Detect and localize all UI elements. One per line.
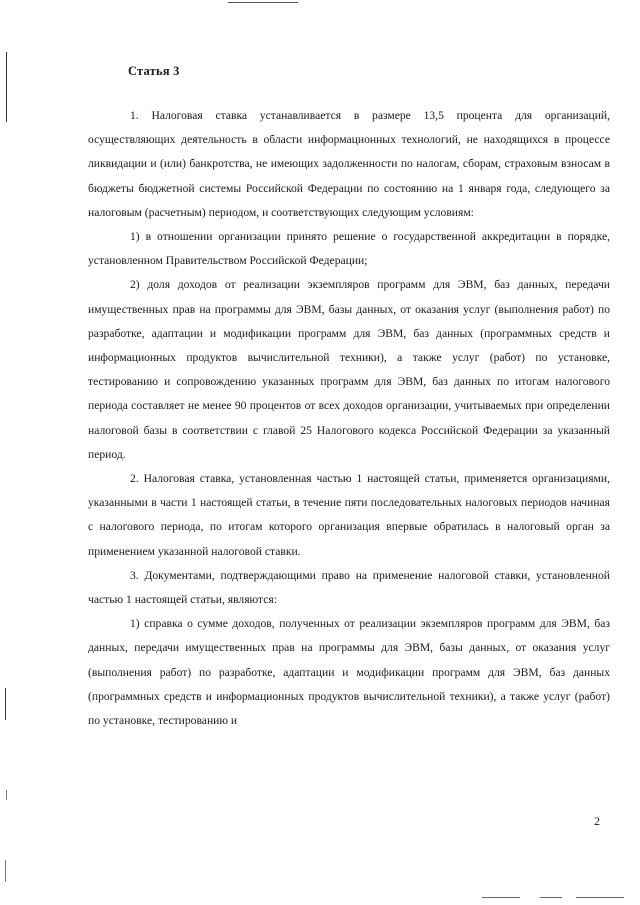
scan-artifact-line: [6, 52, 7, 122]
paragraph-3-item-1: 1) справка о сумме доходов, полученных от реализации экземпляров программ для ЭВМ, баз данных, передачи имущественных прав на программы для ЭВМ, базы данных, от оказания услуг (выполнения работ) по разработке, адаптации и модификации программ для ЭВМ, баз данных (программных средств и информационных продуктов вычислительной техники), а также услуг (работ) по установке, тестированию и: [88, 617, 610, 728]
scan-artifact-line: [5, 860, 6, 882]
paragraph-2: 2. Налоговая ставка, установленная частью 1 настоящей статьи, применяется организациями, указанными в части 1 настоящей статьи, в течение пяти последовательных налоговых периодов начиная с налогового периода, по итогам которого организация впервые обратилась в налоговый орган за применением указанной налоговой ставки.: [88, 472, 610, 558]
scan-artifact-line: [576, 897, 624, 898]
page-number: 2: [594, 814, 600, 828]
paragraph-1-item-1: 1) в отношении организации принято решение о государственной аккредитации в порядке, установленном Правительством Российской Федерации;: [88, 230, 610, 268]
article-body: [88, 104, 610, 733]
paragraph-1: 1. Налоговая ставка устанавливается в размере 13,5 процента для организаций, осуществляющих деятельность в области информационных технологий, не находящихся в процессе ликвидации и (или) банкротства, не имеющих задолженности по налогам, сборам, страховым взносам в бюджеты бюджетной системы Российской Федерации по состоянию на 1 января года, следующего за налоговым (расчетным) периодом, и соответствующих следующим условиям:: [88, 109, 610, 219]
scan-artifact-line: [228, 2, 298, 3]
paragraph-1-item-2: 2) доля доходов от реализации экземпляров программ для ЭВМ, баз данных, передачи имущественных прав на программы для ЭВМ, базы данных, от оказания услуг (выполнения работ) по разработке, адаптации и модификации программ для ЭВМ, баз данных (программных средств и информационных продуктов вычислительной техники), а также услуг (работ) по установке, тестированию и сопровождению указанных программ для ЭВМ, баз данных по итогам налогового периода составляет не менее 90 процентов от всех доходов организации, учитываемых при определении налоговой базы в соответствии с главой 25 Налогового кодекса Российской Федерации за указанный период.: [88, 278, 610, 461]
scan-artifact-line: [540, 897, 562, 898]
scan-artifact-line: [5, 688, 6, 720]
paragraph-3: 3. Документами, подтверждающими право на применение налоговой ставки, установленной частью 1 настоящей статьи, являются:: [88, 568, 610, 607]
scan-artifact-line: [6, 790, 7, 800]
scan-artifact-line: [482, 897, 520, 898]
article-heading: Статья 3: [128, 64, 180, 78]
